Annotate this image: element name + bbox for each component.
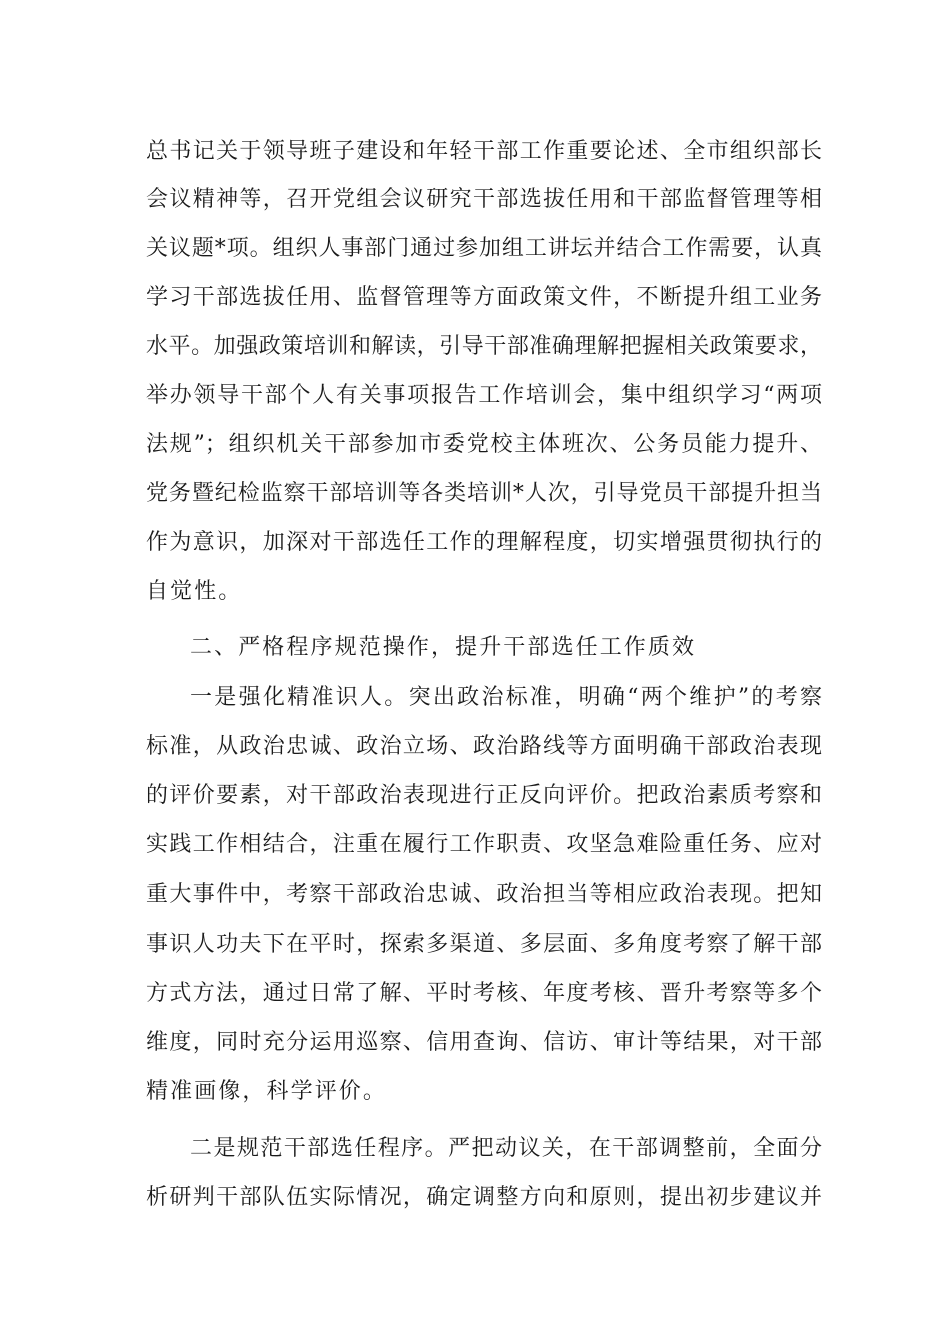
text-line: 法规”；组织机关干部参加市委党校主体班次、公务员能力提升、 — [146, 432, 822, 457]
text-line: 学习干部选拔任用、监督管理等方面政策文件，不断提升组工业务 — [146, 285, 822, 310]
text-line: 维度，同时充分运用巡察、信用查询、信访、审计等结果，对干部 — [146, 1030, 822, 1055]
text-line: 实践工作相结合，注重在履行工作职责、攻坚急难险重任务、应对 — [146, 832, 822, 857]
text-line: 析研判干部队伍实际情况，确定调整方向和原则，提出初步建议并 — [146, 1185, 822, 1210]
section-heading: 二、严格程序规范操作，提升干部选任工作质效 — [190, 635, 697, 660]
text-line: 举办领导干部个人有关事项报告工作培训会，集中组织学习“两项 — [146, 383, 822, 408]
text-line: 一是强化精准识人。突出政治标准，明确“两个维护”的考察 — [190, 685, 822, 710]
text-line: 作为意识，加深对干部选任工作的理解程度，切实增强贯彻执行的 — [146, 530, 822, 555]
text-line: 党务暨纪检监察干部培训等各类培训*人次，引导党员干部提升担当 — [146, 481, 822, 506]
text-line: 事识人功夫下在平时，探索多渠道、多层面、多角度考察了解干部 — [146, 932, 822, 957]
text-line: 的评价要素，对干部政治表现进行正反向评价。把政治素质考察和 — [146, 783, 822, 808]
text-line: 精准画像，科学评价。 — [146, 1079, 388, 1104]
text-line: 二是规范干部选任程序。严把动议关，在干部调整前，全面分 — [190, 1136, 822, 1161]
text-line: 关议题*项。组织人事部门通过参加组工讲坛并结合工作需要，认真 — [146, 236, 822, 261]
text-line: 重大事件中，考察干部政治忠诚、政治担当等相应政治表现。把知 — [146, 882, 822, 907]
text-line: 方式方法，通过日常了解、平时考核、年度考核、晋升考察等多个 — [146, 981, 822, 1006]
text-line: 会议精神等，召开党组会议研究干部选拔任用和干部监督管理等相 — [146, 187, 822, 212]
text-line: 自觉性。 — [146, 579, 243, 604]
text-line: 总书记关于领导班子建设和年轻干部工作重要论述、全市组织部长 — [146, 139, 822, 164]
text-line: 水平。加强政策培训和解读，引导干部准确理解把握相关政策要求， — [146, 334, 822, 359]
text-line: 标准，从政治忠诚、政治立场、政治路线等方面明确干部政治表现 — [146, 734, 822, 759]
